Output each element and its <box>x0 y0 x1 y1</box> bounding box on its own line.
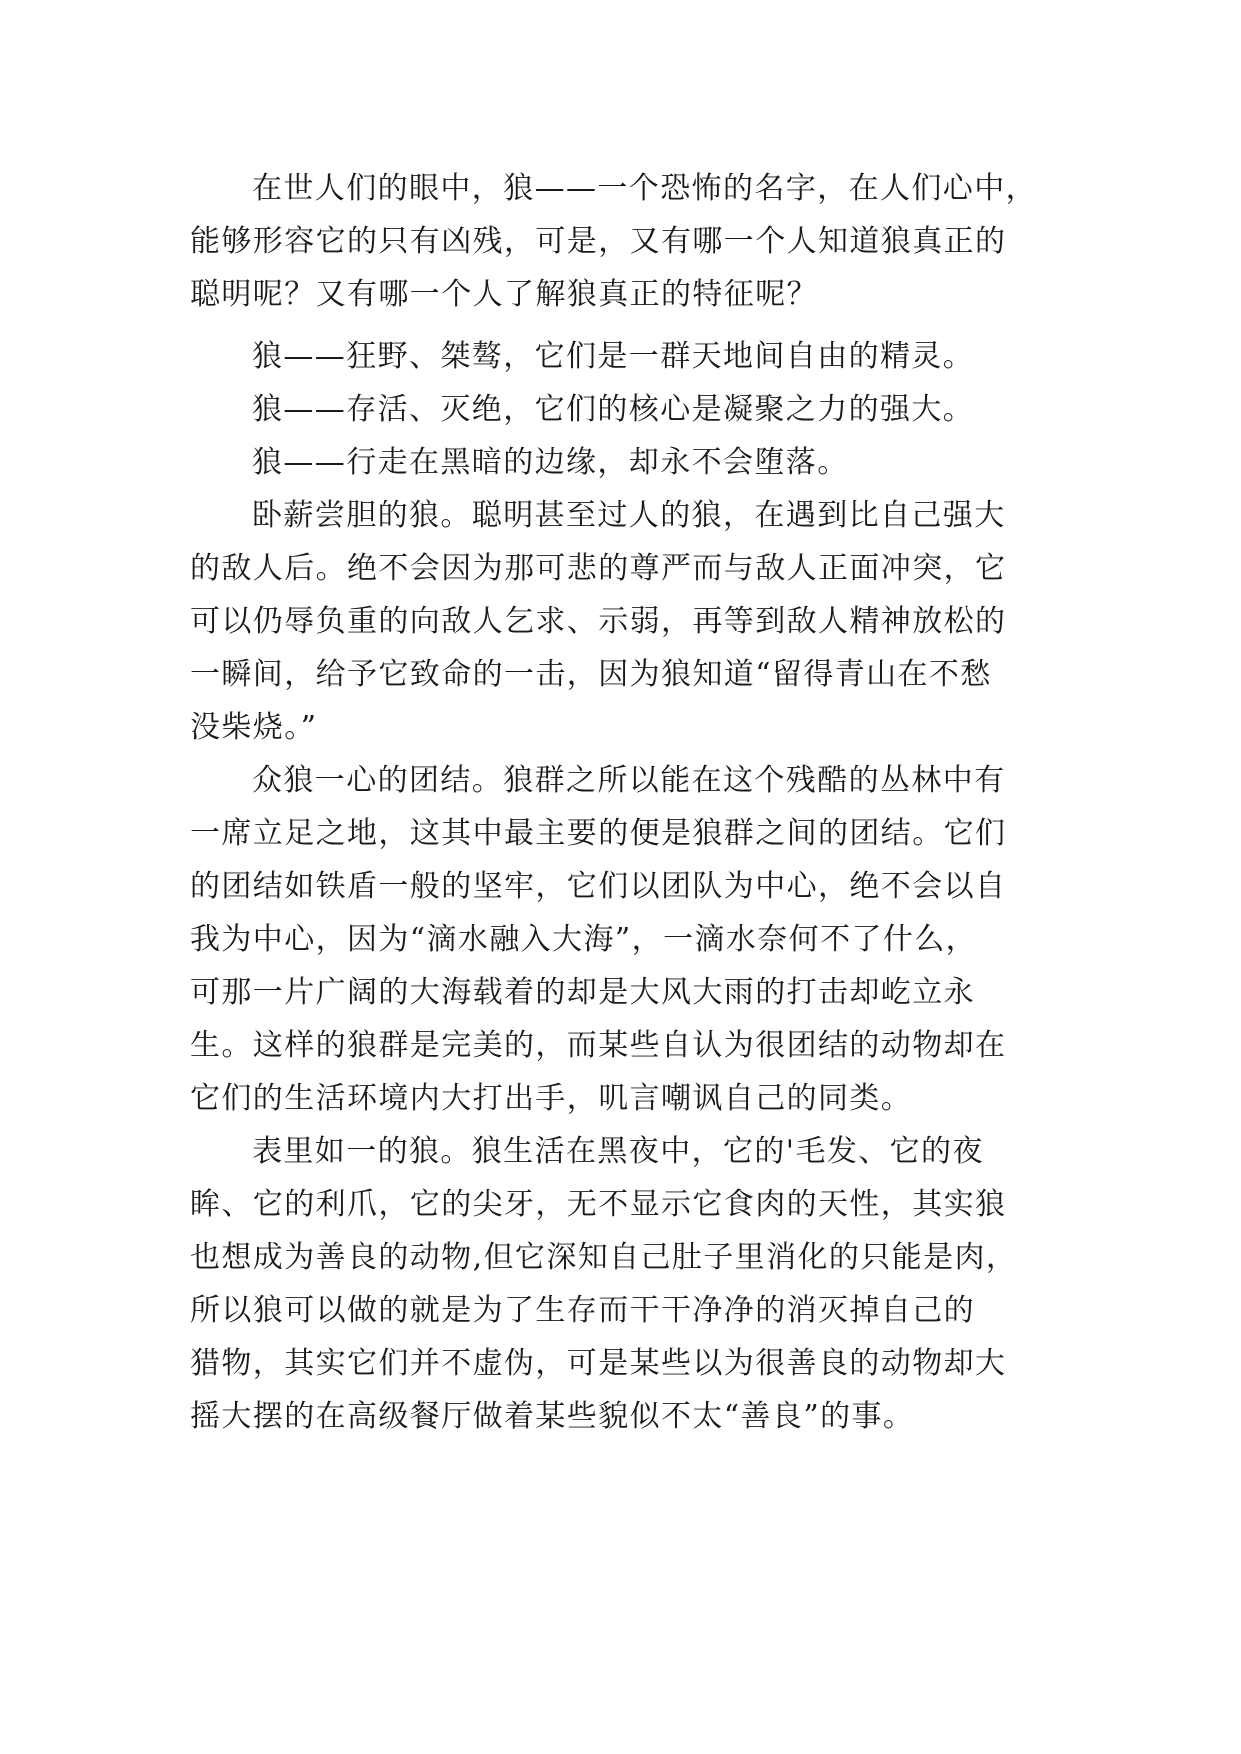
text-line: 没柴烧。” <box>190 710 318 745</box>
text-line: 可那一片广阔的大海载着的却是大风大雨的打击却屹立永 <box>190 975 975 1010</box>
text-line: 猎物，其实它们并不虚伪，可是某些以为很善良的动物却大 <box>190 1346 1007 1381</box>
text-line: 狼——存活、灭绝，它们的核心是凝聚之力的强大。 <box>252 392 975 427</box>
text-line: 卧薪尝胆的狼。聪明甚至过人的狼，在遇到比自己强大 <box>252 498 1006 533</box>
text-line: 可以仍辱负重的向敌人乞求、示弱，再等到敌人精神放松的 <box>190 604 1007 639</box>
paragraph-unity <box>190 752 1050 1123</box>
paragraph-intro <box>190 160 1050 334</box>
text-line: 摇大摆的在高级餐厅做着某些貌似不太“善良”的事。 <box>190 1399 915 1434</box>
text-line: 能够形容它的只有凶残，可是，又有哪一个人知道狼真正的 <box>190 224 1007 259</box>
paragraph-honesty <box>190 1123 1050 1441</box>
text-line: 的团结如铁盾一般的坚牢，它们以团队为中心，绝不会以自 <box>190 869 1007 904</box>
paragraph-survival <box>190 381 1050 434</box>
text-line: 它们的生活环境内大打出手，叽言嘲讽自己的同类。 <box>190 1081 913 1116</box>
text-line: 所以狼可以做的就是为了生存而干干净净的消灭掉自己的 <box>190 1293 975 1328</box>
text-line: 聪明呢？又有哪一个人了解狼真正的特征呢？ <box>190 277 818 312</box>
text-line: 狼——行走在黑暗的边缘，却永不会堕落。 <box>252 445 849 480</box>
text-line: 一瞬间，给予它致命的一击，因为狼知道“留得青山在不愁 <box>190 657 992 692</box>
text-line: 在世人们的眼中，狼——一个恐怖的名字，在人们心中， <box>252 171 1037 206</box>
paragraph-patience <box>190 487 1050 752</box>
text-line: 眸、它的利爪，它的尖牙，无不显示它食肉的天性，其实狼 <box>190 1187 1007 1222</box>
paragraph-darkness <box>190 434 1050 487</box>
article-body <box>190 160 1050 1441</box>
text-line: 一席立足之地，这其中最主要的便是狼群之间的团结。它们 <box>190 816 1007 851</box>
text-line: 狼——狂野、桀骜，它们是一群天地间自由的精灵。 <box>252 339 975 374</box>
text-line: 的敌人后。绝不会因为那可悲的尊严而与敌人正面冲突，它 <box>190 551 1007 586</box>
text-line: 众狼一心的团结。狼群之所以能在这个残酷的丛林中有 <box>252 763 1006 798</box>
paragraph-wild <box>190 328 1050 381</box>
text-line: 生。这样的狼群是完美的，而某些自认为很团结的动物却在 <box>190 1028 1007 1063</box>
text-line: 我为中心，因为“滴水融入大海”，一滴水奈何不了什么， <box>190 922 978 957</box>
text-line: 也想成为善良的动物,但它深知自己肚子里消化的只能是肉， <box>190 1240 1018 1275</box>
text-line: 表里如一的狼。狼生活在黑夜中，它的'毛发、它的夜 <box>252 1134 984 1169</box>
